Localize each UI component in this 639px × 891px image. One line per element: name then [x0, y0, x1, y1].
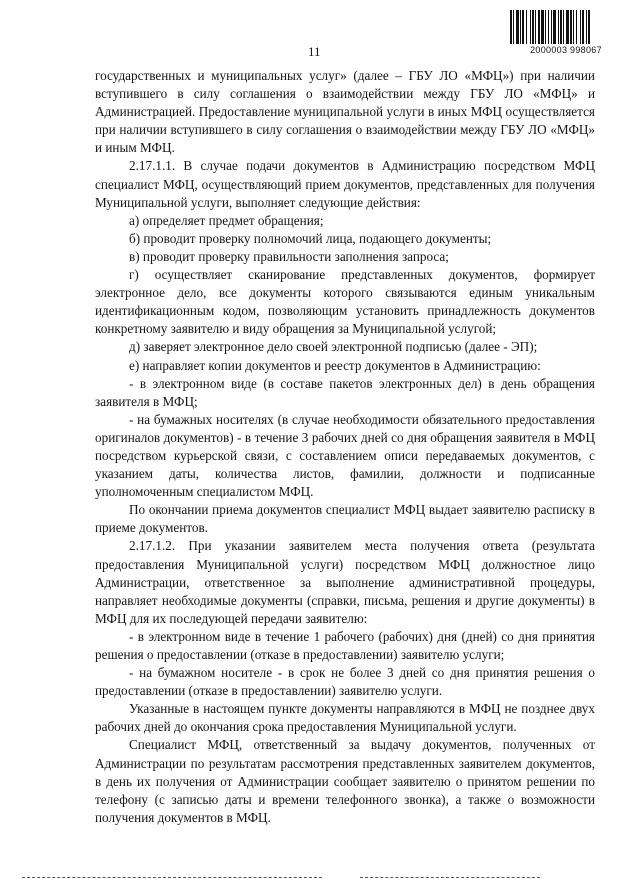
paragraph: - в электронном виде в течение 1 рабочего (рабочих) дня (дней) со дня принятия решения о предоставлении (отказе в предоставлении) заявителю услуги;: [95, 628, 595, 662]
list-item: а) определяет предмет обращения;: [129, 212, 324, 228]
barcode-bar: [590, 10, 591, 44]
bottom-edge-line-left: [22, 877, 322, 878]
paragraph: г) осуществляет сканирование представленных документов, формирует электронное дело, все документы которого связываются единым уникальным идентификационным кодом, позволяющим установить принадлежность документов конкретному заявителю и виду обращения за Муниципальной услугой;: [95, 267, 595, 337]
paragraph: Специалист МФЦ, ответственный за выдачу документов, полученных от Администрации по результатам рассмотрения представленных заявителем документов, в день их получения от Администрации сообщает заявителю о принятом решении по телефону (с записью даты и времени телефонного звонка), а также о возможности получения документов в МФЦ.: [95, 737, 595, 825]
list-item: в) проводит проверку правильности заполнения запроса;: [129, 248, 449, 264]
paragraph: 2.17.1.1. В случае подачи документов в Администрацию посредством МФЦ специалист МФЦ, осуществляющий прием документов, представленных для получения Муниципальной услуги, выполняет следующие действия:: [95, 158, 595, 210]
paragraph: - на бумажных носителях (в случае необходимости обязательного предоставления оригиналов документов) - в течение 3 рабочих дней со дня обращения заявителя в МФЦ посредством курьерской связи, с составлением описи передаваемых документов, с указанием даты, количества листов, фамилии, должности и подписанные уполномоченным специалистом МФЦ.: [95, 411, 595, 500]
paragraph: 2.17.1.2. При указании заявителем места получения ответа (результата предоставления Муниципальной услуги) посредством МФЦ должностное лицо Администрации, ответственное за выполнение административной процедуры, направляет необходимые документы (справки, письма, решения и другие документы) в МФЦ для их последующей передачи заявителю:: [95, 538, 595, 626]
paragraph: государственных и муниципальных услуг» (далее – ГБУ ЛО «МФЦ») при наличии вступившего в силу соглашения о взаимодействии между ГБУ ЛО «МФЦ» и Администрацией. Предоставление муниципальной услуги в иных МФЦ осуществляется при наличии вступившего в силу соглашения о взаимодействии между ГБУ ЛО «МФЦ» и иным МФЦ.: [95, 68, 595, 156]
barcode-number: 2000003 998067: [530, 45, 602, 55]
paragraph: По окончании приема документов специалист МФЦ выдает заявителю расписку в приеме документов.: [95, 502, 595, 536]
paragraph: - в электронном виде (в составе пакетов электронных дел) в день обращения заявителя в МФЦ;: [95, 375, 595, 409]
barcode: [510, 10, 622, 55]
paragraph: - на бумажном носителе - в срок не более 3 дней со дня принятия решения о предоставлении (отказе в предоставлении) заявителю услуги.: [95, 665, 595, 699]
list-item: д) заверяет электронное дело своей электронной подписью (далее - ЭП);: [129, 339, 538, 355]
page-number: 11: [308, 44, 321, 59]
barcode-bars: [510, 10, 622, 44]
document-body: [95, 67, 595, 827]
bottom-edge-line-right: [360, 877, 540, 878]
list-item: б) проводит проверку полномочий лица, подающего документы;: [129, 230, 492, 246]
list-item: е) направляет копии документов и реестр документов в Администрацию:: [129, 357, 541, 373]
paragraph: Указанные в настоящем пункте документы направляются в МФЦ не позднее двух рабочих дней до окончания срока предоставления Муниципальной услуги.: [95, 701, 595, 735]
